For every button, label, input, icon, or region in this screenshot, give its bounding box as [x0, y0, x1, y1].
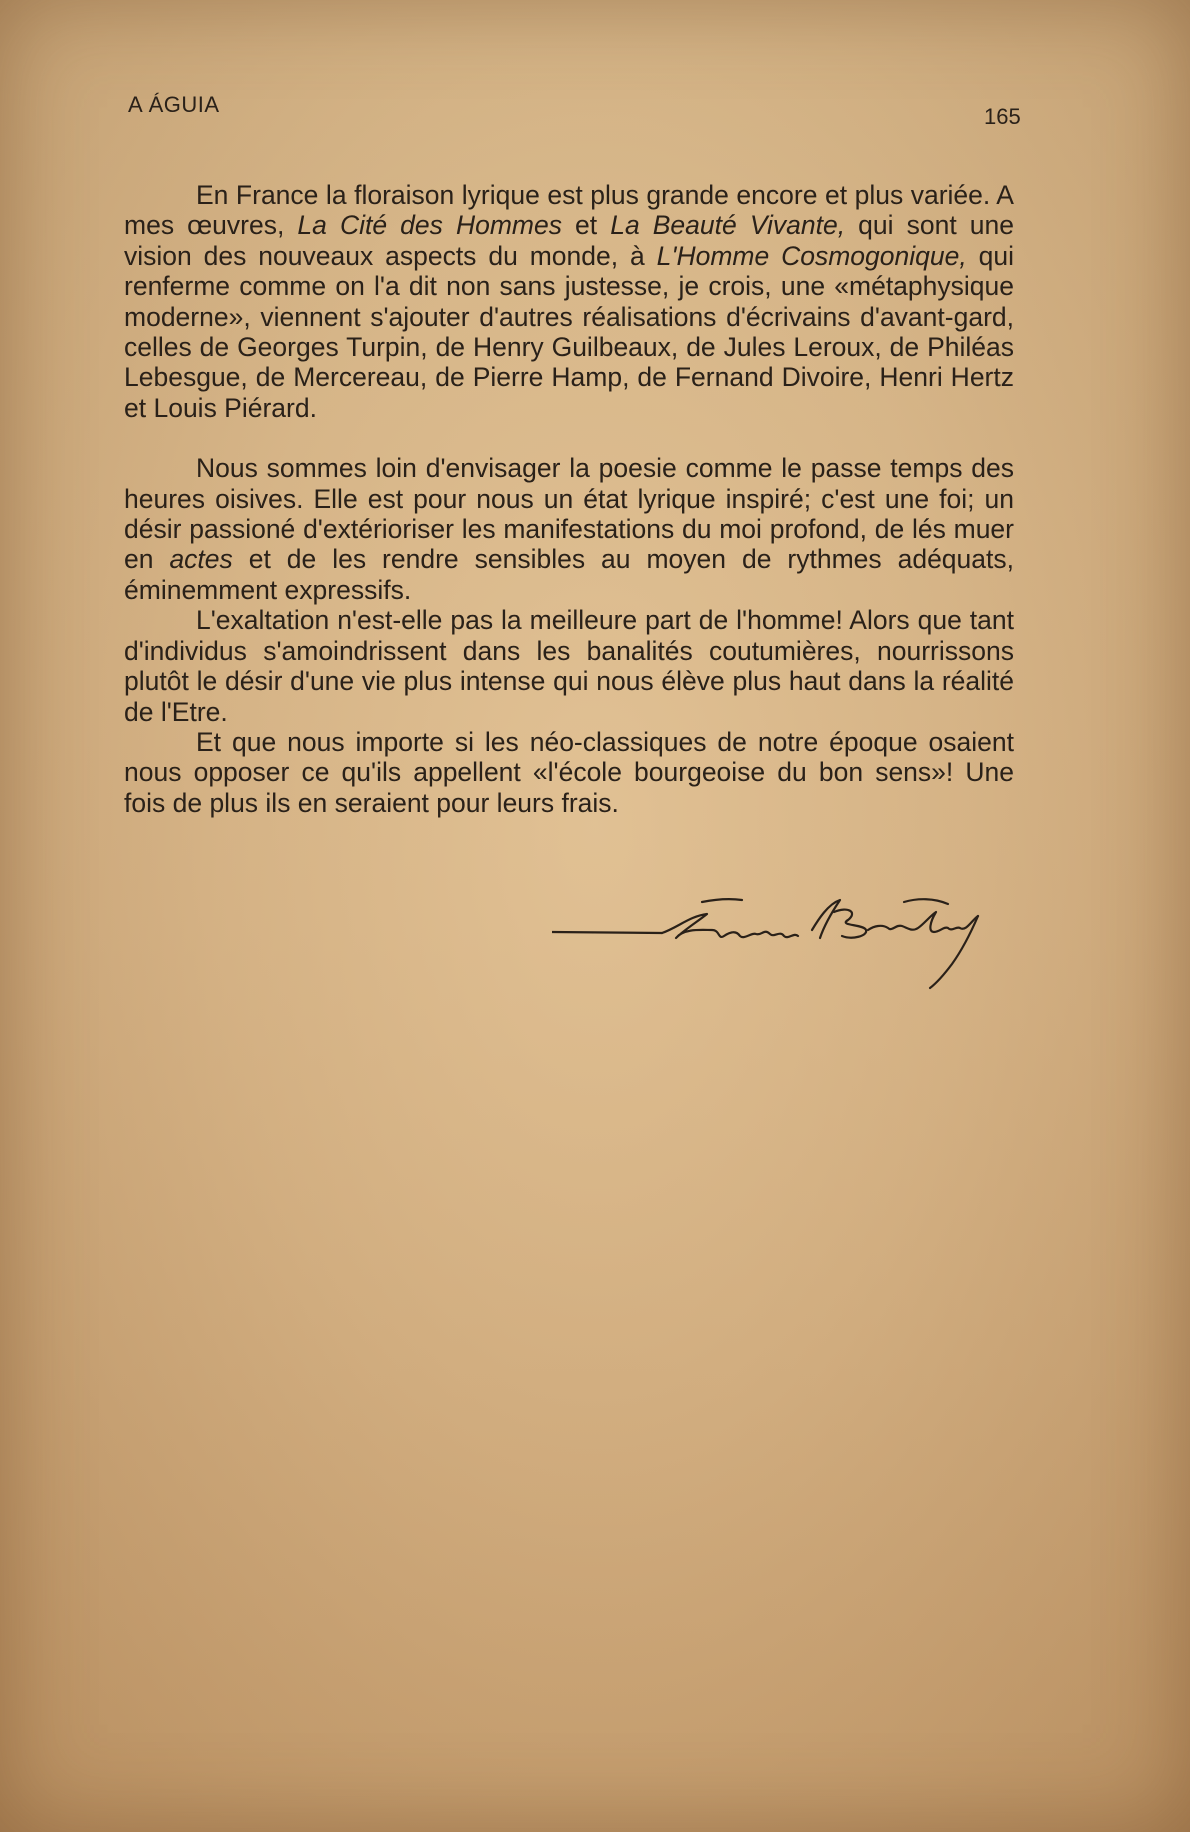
- paragraph-2: [124, 453, 1014, 605]
- handwritten-signature: [552, 890, 1012, 1000]
- article-body: [124, 180, 1014, 818]
- emphasis-actes: actes: [169, 544, 233, 575]
- paragraph-3: L'exaltation n'est-elle pas la meilleure part de l'homme! Alors que tant d'individus s'amoindrissent dans les banalités coutumières, nourrissons plutôt le désir d'une vie plus intense qui nous élève plus haut dans la réalité de l'Etre.: [124, 605, 1014, 727]
- paragraph-1: [124, 180, 1014, 423]
- paragraph-2-text-1: Nous sommes loin d'envisager la poesie comme le passe temps des heures oisives. Elle est pour nous un état lyrique inspiré; c'est une foi; un désir passioné d'extérioriser les manifestations du moi profond, de lés muer en: [124, 453, 1014, 575]
- paragraph-1-text-2: et: [561, 210, 611, 241]
- running-header-title: A ÁGUIA: [128, 92, 220, 117]
- paragraph-1-text-3: qui sont une vision des nouveaux aspects du monde, à: [124, 210, 1014, 271]
- book-title-homme-cosmogonique: L'Homme Cosmogonique,: [656, 240, 967, 271]
- paragraph-4: Et que nous importe si les néo-classiques de notre époque osaient nous opposer ce qu'ils appellent «l'école bourgeoise du bon sens»! Une fois de plus ils en seraient pour leurs frais.: [124, 726, 1014, 818]
- book-title-beaute-vivante: La Beauté Vivante,: [610, 210, 846, 241]
- book-title-cite-des-hommes: La Cité des Hommes: [297, 210, 562, 241]
- paragraph-2-text-2: et de les rendre sensibles au moyen de rythmes adéquats, éminemment expressifs.: [124, 544, 1014, 605]
- page-number: 165: [984, 104, 1021, 129]
- paragraph-1-text-4: qui renferme comme on l'a dit non sans justesse, je crois, une «métaphysique moderne», viennent s'ajouter d'autres réalisations d'écrivains d'avant-gard, celles de Georges Turpin, de Henry Guilbeaux, de Jules Leroux, de Philéas Lebesgue, de Mercereau, de Pierre Hamp, de Fernand Divoire, Henri Hertz et Louis Piérard.: [124, 240, 1014, 423]
- paragraph-1-text-1: En France la floraison lyrique est plus grande encore et plus variée. A mes œuvres,: [124, 180, 1014, 241]
